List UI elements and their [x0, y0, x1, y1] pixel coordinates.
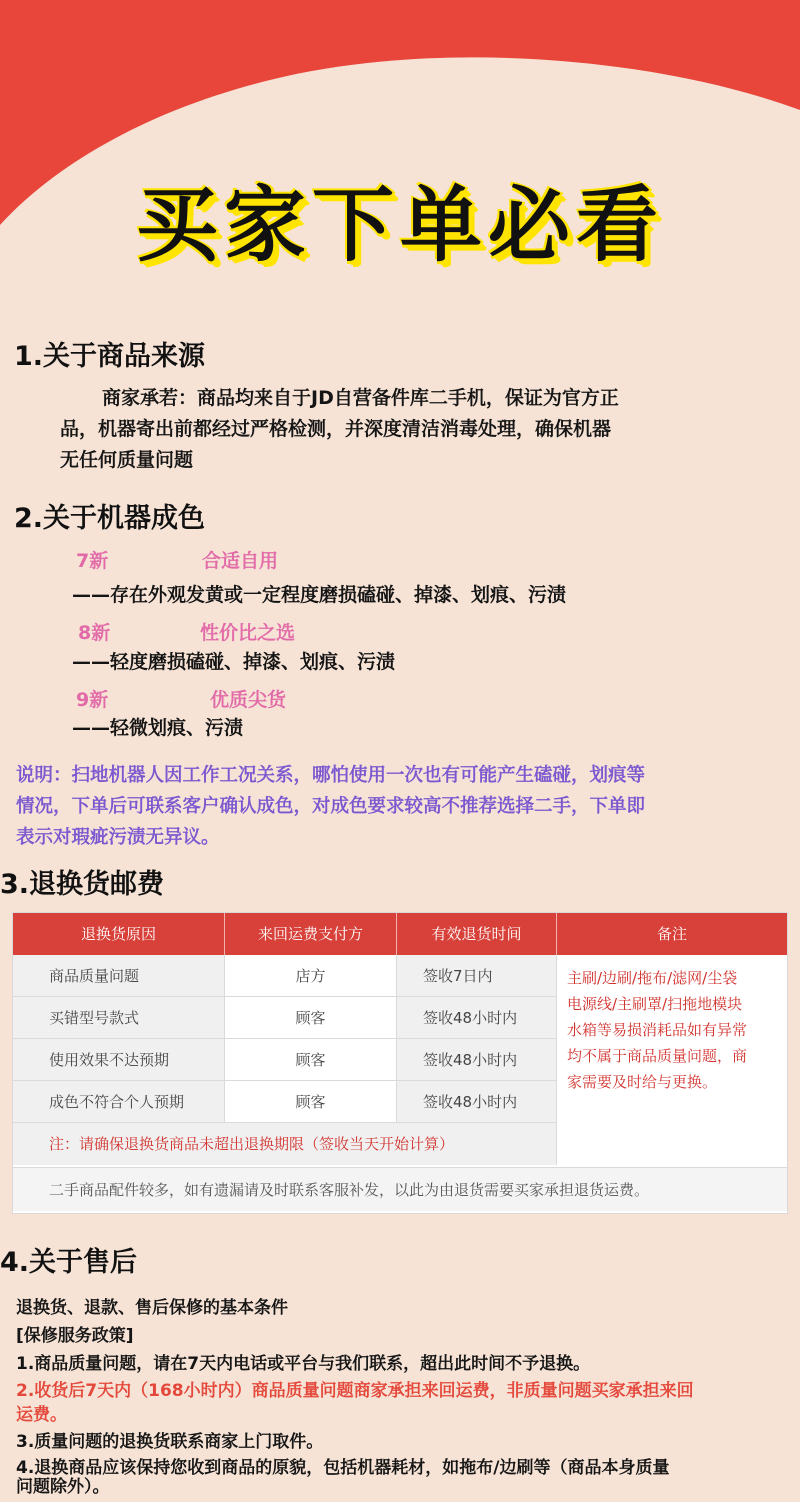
grade-9-tag: 优质尖货 — [210, 689, 287, 711]
section1-heading: 1.关于商品来源 — [14, 341, 206, 372]
aftersales-line-5: 运费。 — [16, 1405, 67, 1425]
aftersales-line-8: 问题除外）。 — [16, 1477, 110, 1497]
condition-note — [16, 760, 796, 853]
page-title: 买家下单必看 — [135, 178, 664, 273]
table-cell-payer: 顾客 — [225, 1081, 397, 1123]
section1-line-2: 品，机器寄出前都经过严格检测，并深度清洁消毒处理，确保机器 — [60, 418, 612, 440]
table-header-row — [13, 913, 787, 955]
table-note: 注：请确保退换货商品未超出退换期限（签收当天开始计算） — [13, 1123, 557, 1165]
grade-7-tag: 合适自用 — [202, 550, 279, 572]
grade-7-label: 7新 — [76, 550, 109, 572]
grade-8-desc: ——轻度磨损磕碰、掉漆、划痕、污渍 — [72, 651, 396, 673]
condition-note-line-1: 说明：扫地机器人因工作工况关系，哪怕使用一次也有可能产生磕碰，划痕等 — [16, 765, 646, 786]
aftersales-line-3: 1.商品质量问题，请在7天内电话或平台与我们联系，超出此时间不予退换。 — [16, 1354, 591, 1374]
table-cell-reason: 使用效果不达预期 — [13, 1039, 225, 1081]
table-cell-payer: 顾客 — [225, 997, 397, 1039]
table-cell-reason: 买错型号款式 — [13, 997, 225, 1039]
section3-heading: 3.退换货邮费 — [0, 869, 165, 900]
table-cell-payer: 顾客 — [225, 1039, 397, 1081]
aftersales-line-7: 4.退换商品应该保持您收到商品的原貌，包括机器耗材，如拖布/边刷等（商品本身质量 — [16, 1458, 670, 1478]
table-header-payer: 来回运费支付方 — [225, 913, 397, 955]
table-cell-reason: 成色不符合个人预期 — [13, 1081, 225, 1123]
condition-note-line-3: 表示对瑕疵污渍无异议。 — [16, 827, 220, 848]
table-header-period: 有效退货时间 — [397, 913, 557, 955]
aftersales-line-1: 退换货、退款、售后保修的基本条件 — [16, 1298, 288, 1318]
table-remark-cell — [557, 955, 787, 1167]
table-header-reason: 退换货原因 — [13, 913, 225, 955]
return-shipping-table — [12, 912, 788, 1214]
table-remark-line: 均不属于商品质量问题，商 — [567, 1047, 748, 1065]
aftersales-line-6: 3.质量问题的退换货联系商家上门取件。 — [16, 1432, 324, 1452]
table-cell-period: 签收48小时内 — [397, 1039, 557, 1081]
aftersales-line-2: [保修服务政策] — [16, 1326, 134, 1346]
section1-line-1: 商家承若：商品均来自于JD自营备件库二手机，保证为官方正 — [102, 387, 619, 409]
table-cell-reason: 商品质量问题 — [13, 955, 225, 997]
section1-line-3: 无任何质量问题 — [60, 449, 194, 471]
grade-7-desc: ——存在外观发黄或一定程度磨损磕碰、掉漆、划痕、污渍 — [72, 584, 567, 606]
table-footer: 二手商品配件较多，如有遗漏请及时联系客服补发，以此为由退货需要买家承担退货运费。 — [13, 1167, 787, 1211]
table-cell-payer: 店方 — [225, 955, 397, 997]
aftersales-line-4: 2.收货后7天内（168小时内）商品质量问题商家承担来回运费，非质量问题买家承担来回 — [16, 1381, 694, 1401]
section4-heading: 4.关于售后 — [0, 1247, 138, 1278]
table-header-remark: 备注 — [557, 913, 787, 955]
table-cell-period: 签收48小时内 — [397, 1081, 557, 1123]
table-remark-line: 电源线/主刷罩/扫拖地模块 — [567, 995, 743, 1013]
table-cell-period: 签收48小时内 — [397, 997, 557, 1039]
table-cell-period: 签收7日内 — [397, 955, 557, 997]
table-remark-line: 主刷/边刷/拖布/滤网/尘袋 — [567, 969, 738, 987]
grade-8-label: 8新 — [78, 622, 111, 644]
grade-8-tag: 性价比之选 — [200, 622, 296, 644]
section2-heading: 2.关于机器成色 — [14, 503, 206, 534]
table-remark-line: 家需要及时给与更换。 — [567, 1073, 718, 1091]
grade-9-label: 9新 — [76, 689, 109, 711]
table-remark-line: 水箱等易损消耗品如有异常 — [567, 1021, 748, 1039]
condition-note-line-2: 情况，下单后可联系客户确认成色，对成色要求较高不推荐选择二手，下单即 — [16, 796, 646, 817]
grade-9-desc: ——轻微划痕、污渍 — [72, 717, 244, 739]
